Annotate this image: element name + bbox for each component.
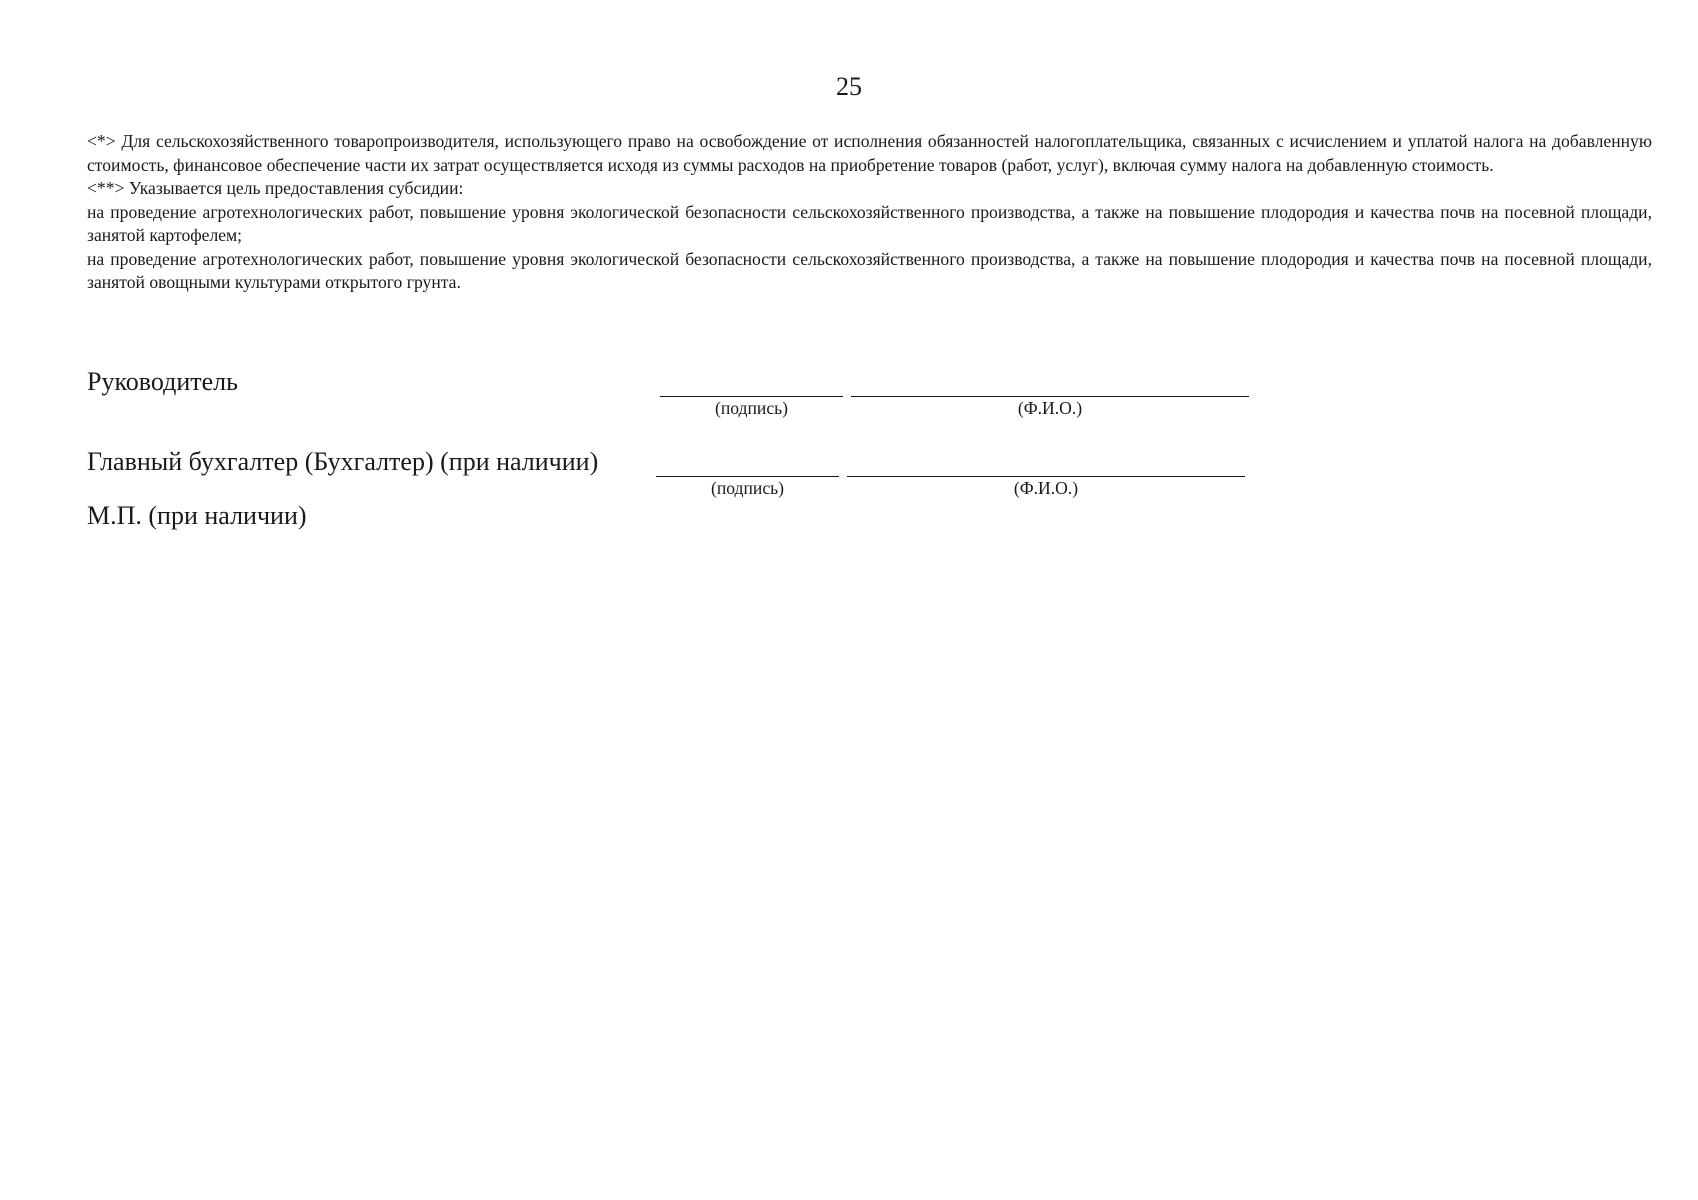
footnotes-block xyxy=(87,130,1652,295)
head-name-caption: (Ф.И.О.) xyxy=(1017,398,1083,418)
footnote-vat: <*> Для сельскохозяйственного товаропроизводителя, использующего право на освобождение от исполнения обязанностей налогоплательщика, связанных с исчислением и уплатой налога на добавленную стоимость, финансовое обеспечение части их затрат осуществляется исходя из суммы расходов на приобретение товаров (работ, услуг), включая сумму налога на добавленную стоимость. xyxy=(87,131,1652,175)
head-signature-line[interactable] xyxy=(660,396,843,397)
accountant-label: Главный бухгалтер (Бухгалтер) (при наличии) xyxy=(87,447,599,476)
stamp-label: М.П. (при наличии) xyxy=(87,501,307,530)
head-label: Руководитель xyxy=(87,367,238,396)
accountant-name-line[interactable] xyxy=(847,476,1245,477)
accountant-name-caption: (Ф.И.О.) xyxy=(1013,478,1079,498)
head-name-line[interactable] xyxy=(851,396,1249,397)
accountant-signature-line[interactable] xyxy=(656,476,839,477)
accountant-signature-caption: (подпись) xyxy=(710,478,785,498)
page-number: 25 xyxy=(836,72,862,101)
footnote-subsidy-purpose: <**> Указывается цель предоставления субсидии: xyxy=(87,178,464,198)
footnote-purpose-potato: на проведение агротехнологических работ, повышение уровня экологической безопасности сельскохозяйственного производства, а также на повышение плодородия и качества почв на посевной площади, занятой картофелем; xyxy=(87,201,1652,245)
footnote-purpose-vegetables: на проведение агротехнологических работ, повышение уровня экологической безопасности сельскохозяйственного производства, а также на повышение плодородия и качества почв на посевной площади, занятой овощными культурами открытого грунта. xyxy=(87,248,1652,292)
head-signature-caption: (подпись) xyxy=(714,398,789,418)
